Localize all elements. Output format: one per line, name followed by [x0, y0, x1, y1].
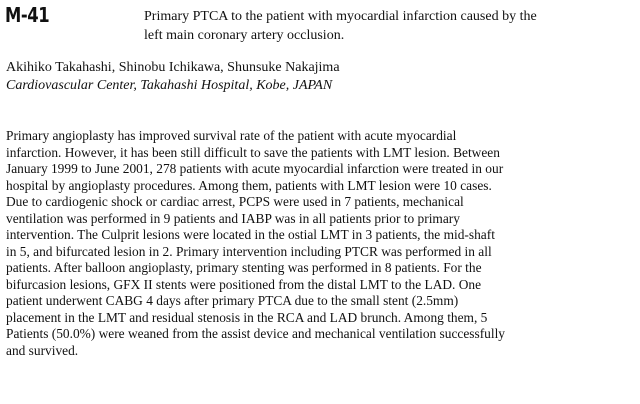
abstract-body	[6, 128, 634, 359]
body-line: infarction. However, it has been still difficult to save the patients with LMT lesion. Between	[6, 144, 500, 160]
abstract-id: M-41	[5, 3, 50, 27]
title-line: left main coronary artery occlusion.	[144, 28, 345, 43]
body-line: and survived.	[6, 342, 79, 358]
title-line: Primary PTCA to the patient with myocardial infarction caused by the	[144, 9, 537, 24]
body-line: placement in the LMT and residual stenosis in the RCA and LAD brunch. Among them, 5	[6, 309, 488, 325]
body-line: intervention. The Culprit lesions were located in the ostial LMT in 3 patients, the mid-shaft	[6, 227, 495, 242]
affiliation: Cardiovascular Center, Takahashi Hospital, Kobe, JAPAN	[6, 78, 333, 93]
body-line: Primary angioplasty has improved survival rate of the patient with acute myocardial	[6, 128, 457, 143]
body-line: January 1999 to June 2001, 278 patients with acute myocardial infarction were treated in our	[6, 161, 504, 176]
body-line: hospital by angioplasty procedures. Among them, patients with LMT lesion were 10 cases.	[6, 177, 492, 193]
body-line: bifurcasion lesions, GFX II stents were positioned from the distal LMT to the LAD. One	[6, 276, 482, 292]
body-line: patient underwent CABG 4 days after primary PTCA due to the small stent (2.5mm)	[6, 293, 459, 308]
abstract-title	[144, 7, 640, 45]
body-line: Patients (50.0%) were weaned from the assist device and mechanical ventilation successfully	[6, 326, 506, 341]
body-line: patients. After balloon angioplasty, primary stenting was performed in 8 patients. For the	[6, 260, 482, 275]
author-list: Akihiko Takahashi, Shinobu Ichikawa, Shunsuke Nakajima	[6, 60, 340, 75]
body-line: in 5, and bifurcated lesion in 2. Primary intervention including PTCR was performed in all	[6, 243, 492, 259]
body-line: Due to cardiogenic shock or cardiac arrest, PCPS were used in 7 patients, mechanical	[6, 194, 464, 209]
body-line: ventilation was performed in 9 patients and IABP was in all patients prior to primary	[6, 210, 460, 226]
